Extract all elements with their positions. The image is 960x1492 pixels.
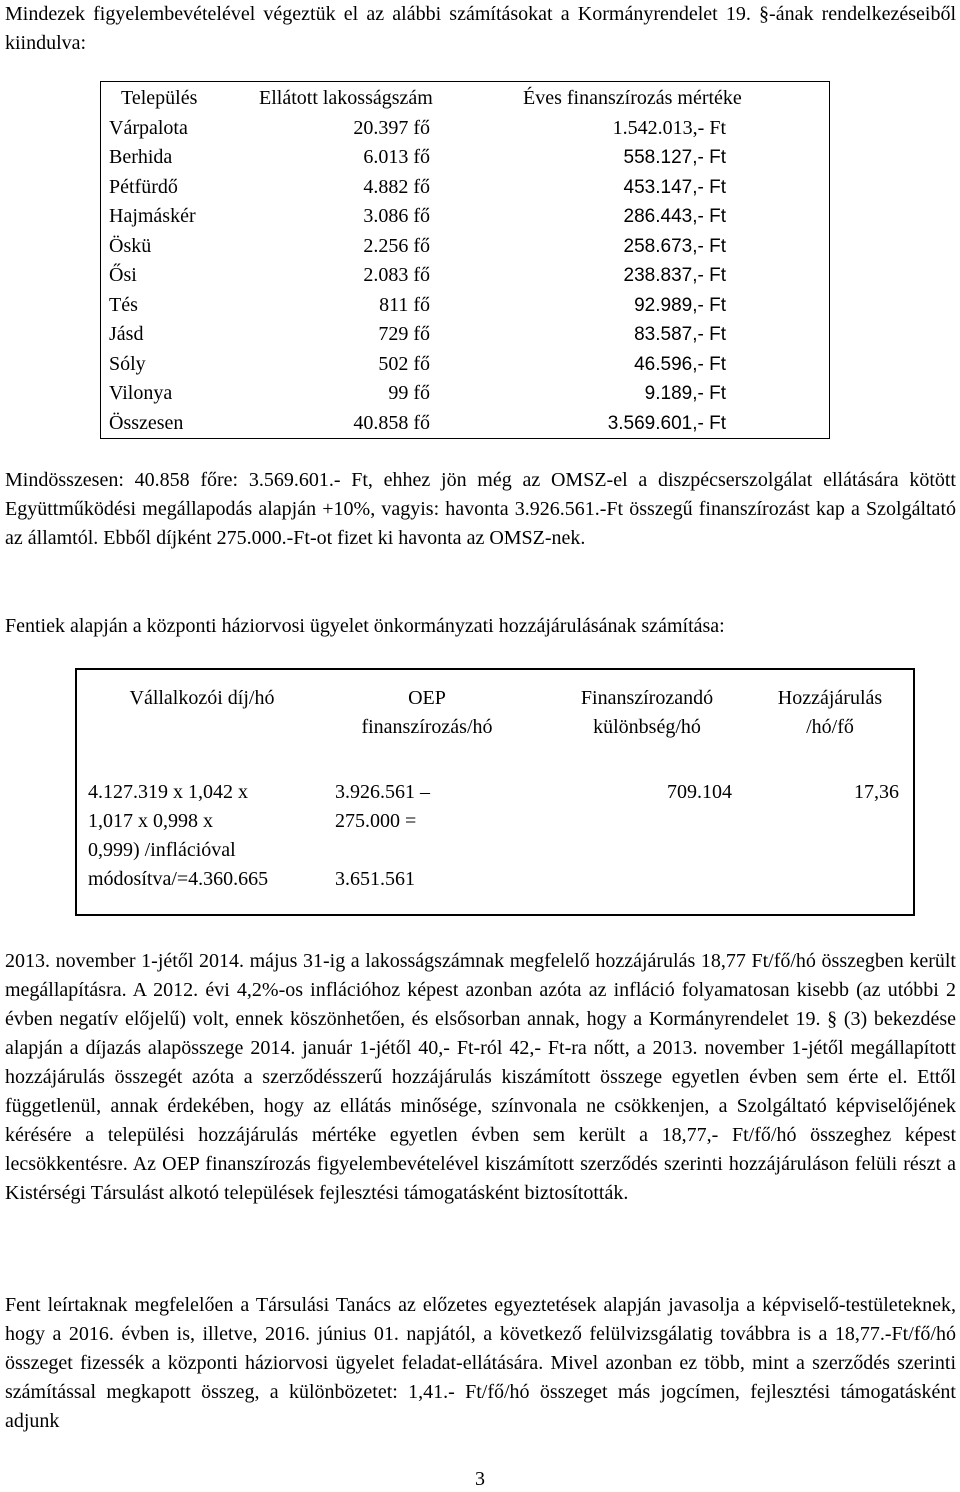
- row-population: 6.013 fő: [363, 146, 430, 168]
- row-population: 2.083 fő: [363, 264, 430, 286]
- row-financing: 258.673,- Ft: [623, 236, 726, 257]
- row-settlement: Ősi: [109, 264, 137, 286]
- table-header-population: Ellátott lakosságszám: [259, 87, 433, 109]
- row-total-financing: 3.569.601,- Ft: [607, 413, 726, 434]
- row-financing: 558.127,- Ft: [623, 147, 726, 168]
- header-difference: Finanszírozandó: [580, 687, 714, 709]
- row-financing: 83.587,- Ft: [634, 324, 726, 345]
- header-contribution: Hozzájárulás: [777, 687, 883, 709]
- contractor-fee-line: 4.127.319 x 1,042 x: [88, 781, 248, 803]
- intro-paragraph: Mindezek figyelembevételével végeztük el az alábbi számításokat a Kormányrendelet 19. §-ának rendelkezéseiből kiindulva:: [5, 3, 956, 54]
- row-settlement: Berhida: [109, 146, 173, 168]
- row-total-population: 40.858 fő: [353, 412, 430, 434]
- total-paragraph: Mindösszesen: 40.858 főre: 3.569.601.- Ft, ehhez jön még az OMSZ-el a diszpécserszolgálat ellátására kötött Együttműködési megállapodás alapján +10%, vagyis: havonta 3.926.561.-Ft összegű finanszírozást kap a Szolgáltató az államtól. Ebből díjként 275.000.-Ft-ot fizet ki havonta az OMSZ-nek.: [5, 469, 956, 549]
- header-contribution-sub: /hó/fő: [806, 716, 854, 738]
- contractor-fee-line: 0,999) /inflációval: [88, 839, 236, 861]
- row-population: 99 fő: [388, 382, 430, 404]
- row-settlement: Pétfürdő: [109, 176, 178, 198]
- page-number: 3: [475, 1468, 485, 1490]
- row-settlement: Vilonya: [109, 382, 173, 404]
- difference-value: 709.104: [667, 781, 732, 803]
- row-financing: 1.542.013,- Ft: [612, 117, 726, 139]
- row-total-label: Összesen: [109, 412, 184, 434]
- row-population: 4.882 fő: [363, 176, 430, 198]
- row-population: 729 fő: [378, 323, 430, 345]
- row-settlement: Tés: [109, 294, 138, 316]
- oep-value-line: 275.000 =: [335, 810, 417, 832]
- row-financing: 453.147,- Ft: [623, 177, 726, 198]
- row-settlement: Hajmáskér: [109, 205, 196, 227]
- row-settlement: Jásd: [109, 323, 144, 345]
- contribution-value: 17,36: [854, 781, 899, 803]
- header-oep-financing-sub: finanszírozás/hó: [361, 716, 493, 738]
- row-financing: 9.189,- Ft: [644, 383, 726, 404]
- row-population: 3.086 fő: [363, 205, 430, 227]
- header-contractor-fee: Vállalkozói díj/hó: [129, 687, 275, 709]
- contractor-fee-line: 1,017 x 0,998 x: [88, 810, 213, 832]
- contribution-calculation-table: [75, 668, 915, 916]
- row-population: 2.256 fő: [363, 235, 430, 257]
- table-header-financing: Éves finanszírozás mértéke: [523, 87, 742, 109]
- contractor-fee-line: módosítva/=4.360.665: [88, 868, 269, 890]
- row-settlement: Öskü: [109, 235, 152, 257]
- row-population: 20.397 fő: [353, 117, 430, 139]
- header-difference-sub: különbség/hó: [593, 716, 701, 738]
- header-oep-financing: OEP: [408, 687, 446, 709]
- basis-paragraph: Fentiek alapján a központi háziorvosi ügyelet önkormányzati hozzájárulásának számítása:: [5, 615, 725, 637]
- row-population: 502 fő: [378, 353, 430, 375]
- row-population: 811 fő: [379, 294, 430, 316]
- row-settlement: Várpalota: [109, 117, 188, 139]
- proposal-paragraph: Fent leírtaknak megfelelően a Társulási Tanács az előzetes egyeztetések alapján javasolja a képviselő-testületeknek, hogy a 2016. évben is, illetve, 2016. június 01. napjától, a következő felülvizsgálatig továbbra is a 18,77.-Ft/fő/hó összeget fizessék a központi háziorvosi ügyelet feladat-ellátására. Mivel azonban ez több, mint a szerződés szerinti számítással megkapott összeg, a különbözetet: 1,41.- Ft/fő/hó összeget más jogcímen, fejlesztési támogatásként adjunk: [5, 1294, 956, 1432]
- row-financing: 46.596,- Ft: [634, 354, 726, 375]
- row-financing: 92.989,- Ft: [634, 295, 726, 316]
- oep-value-result: 3.651.561: [335, 868, 415, 890]
- row-financing: 286.443,- Ft: [623, 206, 726, 227]
- oep-value-line: 3.926.561 –: [335, 781, 430, 803]
- row-settlement: Sóly: [109, 353, 146, 375]
- settlement-financing-table: [100, 81, 830, 439]
- history-paragraph: 2013. november 1-jétől 2014. május 31-ig a lakosságszámnak megfelelő hozzájárulás 18,77 Ft/fő/hó összegben került megállapításra. A 2012. évi 4,2%-os inflációhoz képest azonban azóta az infláció folyamatosan kisebb (az utóbbi 2 évben negatív előjelű) volt, ennek köszönhetően, és elsősorban annak, hogy a Kormányrendelet 19. § (3) bekezdése alapján a díjazás alapösszege 2014. január 1-jétől 40,- Ft-ról 42,- Ft-ra nőtt, a 2013. november 1-jétől megállapított hozzájárulás összegét azóta a szerződésszerű hozzájárulás kiszámított összege egyetlen évben sem érte el. Ettől függetlenül, annak érdekében, hogy az ellátás minősége, színvonala ne csökkenjen, a Szolgáltató képviselőjének kérésére a települési hozzájárulás mértéke egyetlen évben sem került a 18,77,- Ft/fő/hó összeghez képest lecsökkentésre. Az OEP finanszírozás figyelembevételével kiszámított szerződés szerinti hozzájáruláson felüli részt a Kistérségi Társulást alkotó települések fejlesztési támogatásként biztosították.: [5, 950, 956, 1204]
- table-header-settlement: Település: [121, 87, 198, 109]
- row-financing: 238.837,- Ft: [623, 265, 726, 286]
